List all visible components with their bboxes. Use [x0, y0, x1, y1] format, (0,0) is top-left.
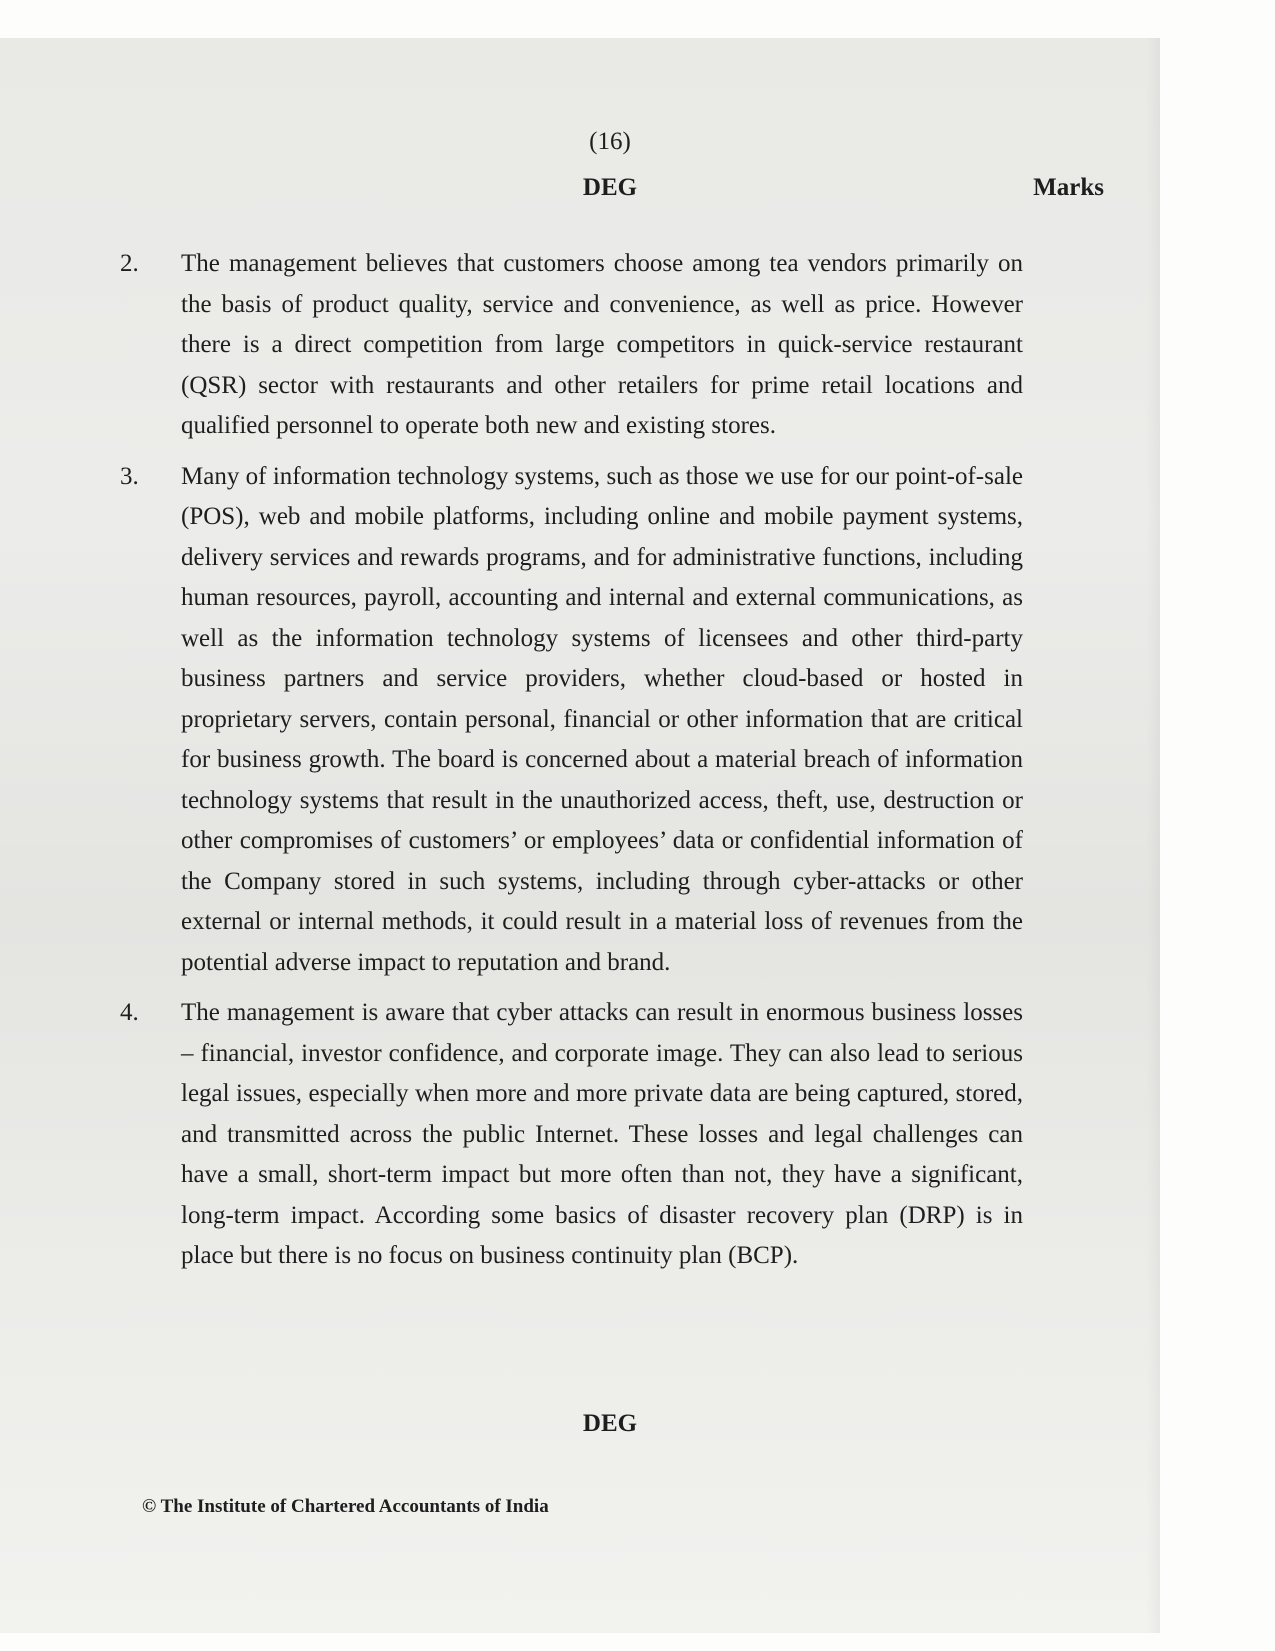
- question-item: [120, 993, 1023, 1277]
- question-text: Many of information technology systems, such as those we use for our point-of-sale (POS), web and mobile platforms, including online and mobile payment systems, delivery services and rewards programs, and for administrative functions, including human resources, payroll, accounting and internal and external communications, as well as the information technology systems of licensees and other third-party business partners and service providers, whether cloud-based or hosted in proprietary servers, contain personal, financial or other information that are critical for business growth. The board is concerned about a material breach of information technology systems that result in the unauthorized access, theft, use, destruction or other compromises of customers’ or employees’ data or confidential information of the Company stored in such systems, including through cyber-attacks or other external or internal methods, it could result in a material loss of revenues from the potential adverse impact to reputation and brand.: [181, 462, 1023, 976]
- question-item: [120, 244, 1023, 447]
- question-list: [120, 244, 1023, 1287]
- header-code: DEG: [582, 174, 638, 201]
- question-item: [120, 457, 1023, 984]
- footer-code: DEG: [582, 1410, 638, 1437]
- question-number: 2.: [120, 250, 139, 277]
- marks-column-label: Marks: [1033, 174, 1104, 201]
- question-number: 3.: [120, 462, 139, 490]
- question-text: The management believes that customers choose among tea vendors primarily on the basis of product quality, service and convenience, as well as price. However there is a direct competition from large competitors in quick-service restaurant (QSR) sector with restaurants and other retailers for prime retail locations and qualified personnel to operate both new and existing stores.: [181, 250, 1023, 439]
- page-number: (16): [589, 128, 631, 155]
- copyright-notice: © The Institute of Chartered Accountants of India: [142, 1496, 549, 1517]
- question-text: The management is aware that cyber attacks can result in enormous business losses – financial, investor confidence, and corporate image. They can also lead to serious legal issues, especially when more and more private data are being captured, stored, and transmitted across the public Internet. These losses and legal challenges can have a small, short-term impact but more often than not, they have a significant, long-term impact. According some basics of disaster recovery plan (DRP) is in place but there is no focus on business continuity plan (BCP).: [181, 999, 1023, 1269]
- question-number: 4.: [120, 999, 139, 1026]
